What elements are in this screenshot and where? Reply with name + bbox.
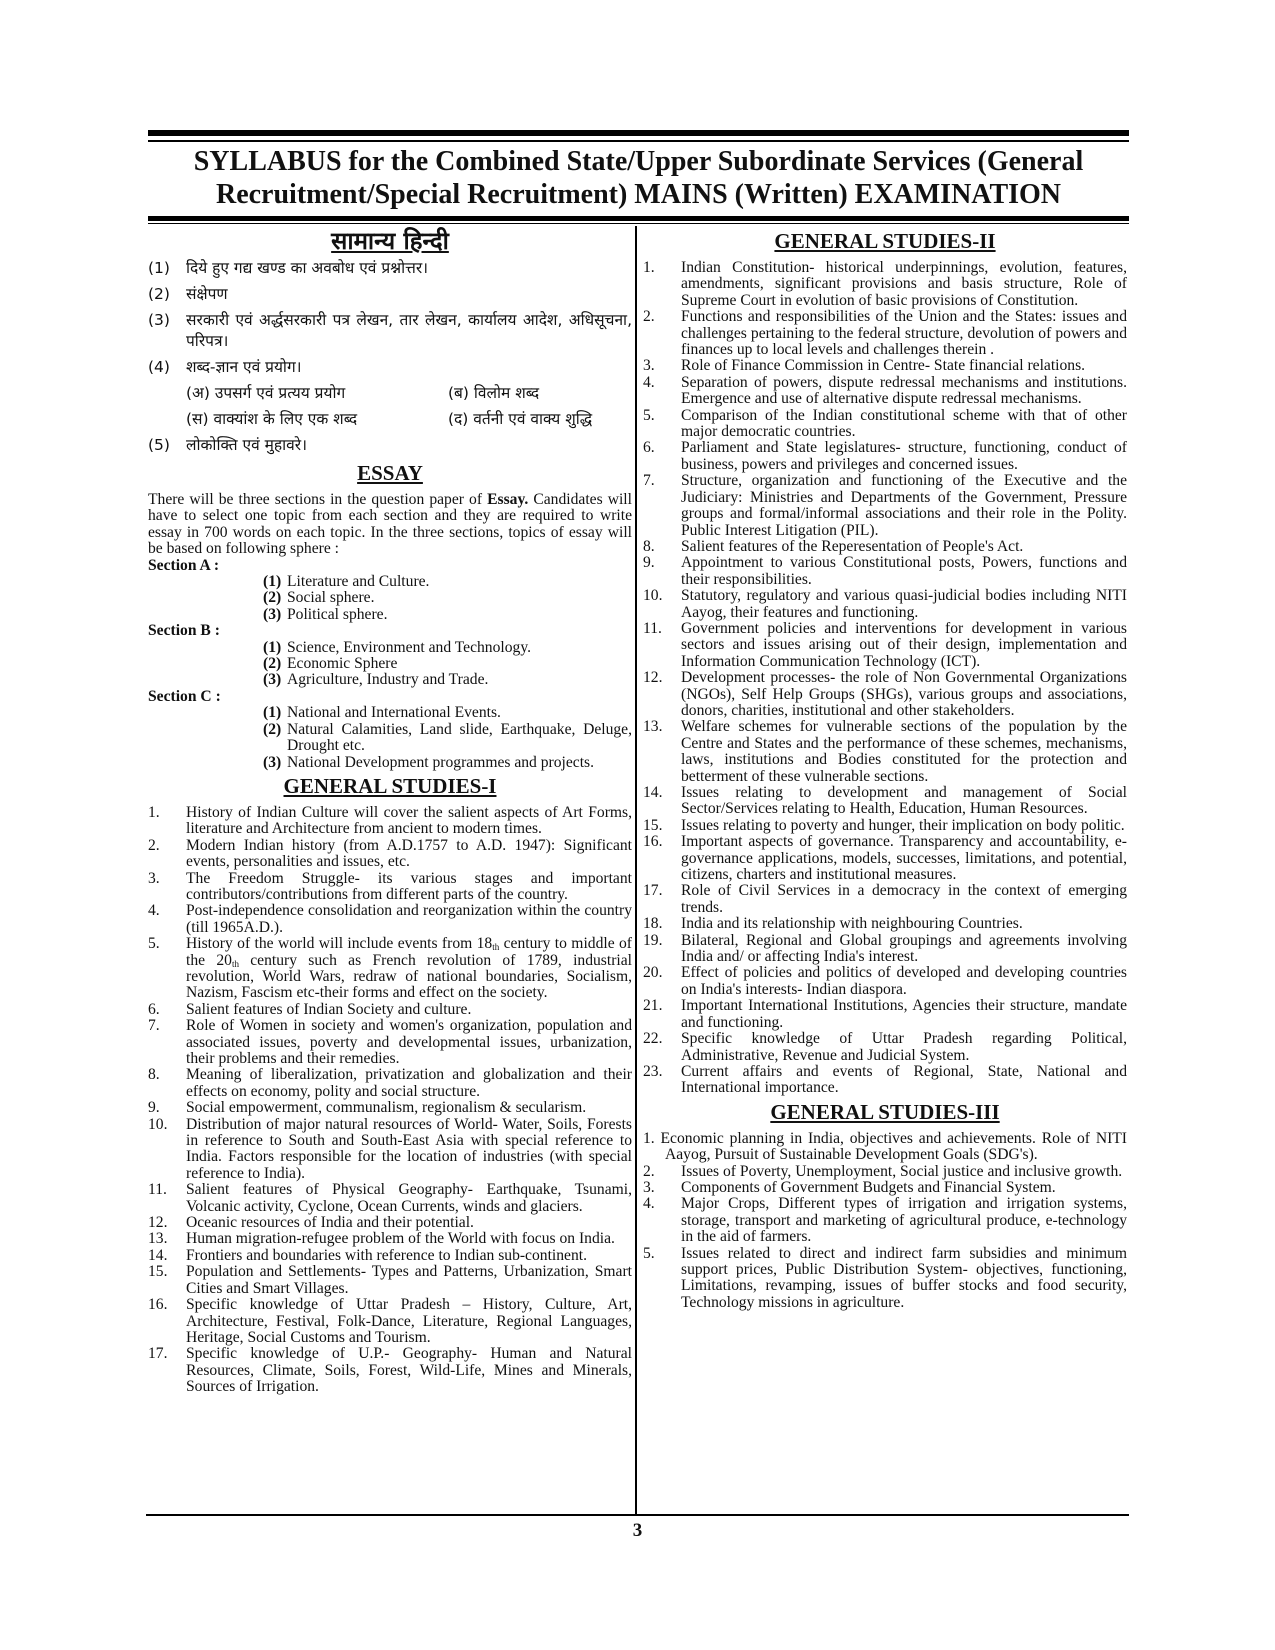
gs2-item: [643, 621, 1127, 670]
essay-topic-number: (1): [263, 704, 282, 722]
item-number: 20.: [643, 964, 663, 982]
essay-topic: [263, 574, 632, 590]
essay-topic-text: Economic Sphere: [287, 655, 398, 673]
item-text: Development processes- the role of Non Governmental Organizations (NGOs), Self Help Groups (SHGs), various groups and associations, donors, charities, institutional and other stakeholders.: [681, 669, 1127, 719]
gs2-item: [643, 473, 1127, 539]
item-text: Salient features of the Reperesentation of People's Act.: [681, 537, 1024, 555]
essay-section-label: Section C :: [148, 687, 221, 705]
gs1-item: [148, 1297, 632, 1346]
item-number: 6.: [643, 439, 655, 457]
item-text: Role of Finance Commission in Centre- State financial relations.: [681, 357, 1086, 375]
item-number: 17.: [643, 882, 663, 900]
gs2-item: [643, 588, 1127, 621]
item-text: Issues of Poverty, Unemployment, Social justice and inclusive growth.: [681, 1162, 1123, 1180]
item-number: 21.: [643, 997, 663, 1015]
top-thick-rule: [148, 130, 1129, 136]
item-text-part: History of the world will include events from 18: [186, 935, 493, 953]
item-text: Meaning of liberalization, privatization and globalization and their effects on economy, polity and social structure.: [186, 1066, 632, 1100]
ordinal-suffix: th: [492, 942, 500, 953]
gs1-item: [148, 1264, 632, 1297]
bottom-rule: [146, 1514, 1129, 1516]
right-column: [643, 226, 1127, 1311]
gs2-item: [643, 309, 1127, 358]
item-text: Functions and responsibilities of the Union and the States: issues and challenges pertaining to the federal structure, devolution of powers and finances up to local levels and challenges therein .: [681, 308, 1127, 359]
item-number: 13.: [148, 1230, 168, 1248]
gs3-item: [643, 1164, 1127, 1180]
item-text: Salient features of Physical Geography- Earthquake, Tsunami, Volcanic activity, Cyclone, Ocean Currents, winds and glaciers.: [186, 1181, 632, 1215]
essay-intro-bold: Essay.: [487, 491, 529, 508]
item-number: 10.: [148, 1115, 168, 1133]
item-number: 9.: [148, 1099, 160, 1117]
hindi-item-text: सरकारी एवं अर्द्धसरकारी पत्र लेखन, तार लेखन, कार्यालय आदेश, अधिसूचना, परिपत्र।: [186, 311, 632, 350]
hindi-item-text: शब्द-ज्ञान एवं प्रयोग।: [186, 358, 302, 376]
hindi-sub-item: (द) वर्तनी एवं वाक्य शुद्धि: [448, 410, 593, 428]
hindi-sub-row: [186, 383, 632, 404]
item-number: 15.: [148, 1263, 168, 1281]
item-text: Issues related to direct and indirect farm subsidies and minimum support prices, Public Distribution System- objectives, functioning, Limitations, revamping, issues of buffer stocks and food security, Technology missions in agriculture.: [681, 1244, 1127, 1311]
gs2-item: [643, 834, 1127, 883]
essay-topic-text: Political sphere.: [287, 605, 388, 623]
header-thin-rule: [148, 223, 1129, 224]
hindi-item-number: (4): [148, 358, 170, 376]
item-number: 3.: [148, 869, 160, 887]
item-text: Structure, organization and functioning of the Executive and the Judiciary: Ministries and Departments of the Government, Pressure groups and formal/informal associations and their role in the Polity. Public Interest Litigation (PIL).: [681, 472, 1127, 539]
gs3-item: [643, 1196, 1127, 1245]
gs1-item: [148, 1100, 632, 1116]
essay-topic-text: Agriculture, Industry and Trade.: [287, 671, 489, 689]
item-number: 3.: [643, 357, 655, 375]
item-number: 14.: [643, 784, 663, 801]
gs2-item: [643, 555, 1127, 588]
page-title: SYLLABUS for the Combined State/Upper Subordinate Services (General Recruitment/Special Recruitment) MAINS (Written) EXAMINATION: [193, 146, 1084, 210]
essay-section-label: Section B :: [148, 622, 220, 640]
item-text: Social empowerment, communalism, regionalism & secularism.: [186, 1099, 587, 1117]
item-text: Important International Institutions, Agencies their structure, mandate and functioning.: [681, 997, 1127, 1031]
essay-topic-text: Science, Environment and Technology.: [287, 638, 532, 656]
item-text-part: century such as French revolution of 1789, industrial revolution, World Wars, redraw of national boundaries, Socialism, Nazism, Fascism etc-their forms and effect on the society.: [186, 951, 632, 1002]
hindi-sub-item: (ब) विलोम शब्द: [448, 384, 540, 402]
item-text: Post-independence consolidation and reorganization within the country (till 1965A.D.).: [186, 902, 632, 936]
item-text: Oceanic resources of India and their potential.: [186, 1214, 474, 1232]
item-number: 5.: [148, 935, 160, 953]
gs2-item: [643, 408, 1127, 441]
item-text: Important aspects of governance. Transparency and accountability, e-governance applications, models, successes, limitations, and potential, citizens, charters and institutional measures.: [681, 833, 1127, 884]
essay-topic-number: (2): [263, 720, 282, 738]
item-number: 1.: [148, 803, 160, 821]
essay-intro-text: Candidates will have to select one topic from each section and they are required to write essay in 700 words on each topic. In the three sections, topics of essay will be based on following sphere :: [148, 491, 632, 558]
gs2-item: [643, 375, 1127, 408]
gs1-item: [148, 1231, 632, 1247]
item-text: Distribution of major natural resources of World- Water, Soils, Forests in reference to South and South-East Asia with special reference to India. Factors responsible for the location of industries (with special reference to India).: [186, 1115, 632, 1182]
item-number: 16.: [148, 1296, 168, 1314]
item-number: 2.: [643, 1162, 655, 1180]
item-number: 8.: [148, 1066, 160, 1084]
item-text: Specific knowledge of Uttar Pradesh – History, Culture, Art, Architecture, Festival, Folk-Dance, Literature, Regional Languages, Heritage, Social Customs and Tourism.: [186, 1296, 632, 1346]
gs2-item: [643, 998, 1127, 1031]
item-text: Statutory, regulatory and various quasi-judicial bodies including NITI Aayog, their features and functioning.: [681, 587, 1127, 621]
item-text: Issues relating to poverty and hunger, their implication on body politic.: [681, 816, 1125, 834]
item-number: 4.: [643, 373, 655, 391]
gs1-item: [148, 838, 632, 871]
item-number: 23.: [643, 1062, 663, 1080]
gs2-item: [643, 670, 1127, 719]
item-text: Issues relating to development and management of Social Sector/Services relating to Health, Education, Human Resources.: [681, 784, 1127, 818]
item-number: 19.: [643, 931, 663, 949]
essay-heading: ESSAY: [357, 461, 423, 485]
item-text: Welfare schemes for vulnerable sections of the population by the Centre and States and the performance of these schemes, mechanisms, laws, institutions and Bodies constituted for the protection and betterment of these vulnerable sections.: [681, 718, 1127, 785]
item-text: Role of Civil Services in a democracy in the context of emerging trends.: [681, 882, 1127, 916]
item-text: Appointment to various Constitutional posts, Powers, functions and their responsibilities.: [681, 554, 1127, 588]
gs1-item: [148, 1182, 632, 1215]
hindi-item: [148, 284, 632, 305]
item-number: 2.: [643, 308, 655, 326]
essay-topic-number: (1): [263, 573, 282, 591]
gs2-item: [643, 440, 1127, 473]
item-number: 5.: [643, 1244, 655, 1262]
item-text-part: century to middle of the 20: [186, 935, 632, 969]
essay-topic-text: Social sphere.: [287, 589, 375, 607]
essay-topic: [263, 607, 632, 623]
essay-section-label: Section A :: [148, 556, 220, 574]
essay-topic-number: (2): [263, 589, 282, 607]
gs2-item: [643, 1064, 1127, 1097]
gs3-item: 1. Economic planning in India, objectives and achievements. Role of NITI Aayog, Pursuit of Sustainable Development Goals (SDG's).: [643, 1129, 1127, 1164]
gs1-item: [148, 805, 632, 838]
hindi-item-number: (3): [148, 311, 170, 329]
gs2-item: [643, 785, 1127, 818]
item-text: Separation of powers, dispute redressal mechanisms and institutions. Emergence and use of alternative dispute redressal mechanisms.: [681, 373, 1127, 408]
item-number: 12.: [643, 669, 663, 687]
essay-topic-number: (3): [263, 671, 282, 689]
gs2-item: [643, 260, 1127, 309]
gs2-heading: GENERAL STUDIES-II: [774, 229, 996, 253]
essay-topic-text: Natural Calamities, Land slide, Earthquake, Deluge, Drought etc.: [287, 720, 632, 755]
item-text: Indian Constitution- historical underpinnings, evolution, features, amendments, significant provisions and basis structure, Role of Supreme Court in evolution of basic provisions of Constitution.: [681, 259, 1127, 309]
item-number: 11.: [643, 619, 662, 637]
hindi-sub-item: (स) वाक्यांश के लिए एक शब्द: [186, 410, 358, 428]
item-text: Human migration-refugee problem of the World with focus on India.: [186, 1230, 615, 1248]
essay-topic-number: (1): [263, 638, 282, 656]
item-number: 12.: [148, 1214, 168, 1232]
gs3-item: [643, 1246, 1127, 1312]
hindi-item-number: (1): [148, 259, 170, 277]
item-text: Components of Government Budgets and Financial System.: [681, 1178, 1056, 1196]
gs2-item: [643, 933, 1127, 966]
essay-topic-text: Literature and Culture.: [287, 573, 430, 591]
gs2-item: [643, 965, 1127, 998]
item-number: 7.: [148, 1017, 160, 1035]
hindi-item-text: दिये हुए गद्य खण्ड का अवबोध एवं प्रश्नोत्तर।: [186, 259, 429, 277]
item-number: 2.: [148, 836, 160, 854]
essay-topic-text: National Development programmes and projects.: [287, 753, 595, 771]
essay-intro: [148, 492, 632, 558]
page-number: 3: [632, 1520, 643, 1541]
essay-topic: [263, 755, 632, 771]
hindi-item-text: संक्षेपण: [186, 285, 228, 303]
item-number: 11.: [148, 1181, 167, 1199]
hindi-sub-item: (अ) उपसर्ग एवं प्रत्यय प्रयोग: [186, 384, 346, 402]
gs2-item: [643, 818, 1127, 834]
item-text: Salient features of Indian Society and culture.: [186, 1000, 472, 1018]
hindi-item: [148, 258, 632, 279]
item-text: [186, 936, 632, 1002]
item-number: 15.: [643, 816, 663, 834]
essay-topic: [263, 672, 632, 688]
gs3-item: [643, 1180, 1127, 1196]
item-text: The Freedom Struggle- its various stages and important contributors/contributions from different parts of the country.: [186, 869, 632, 903]
gs1-item: [148, 1215, 632, 1231]
essay-topic: [263, 656, 632, 672]
essay-topic-text: National and International Events.: [287, 704, 501, 722]
item-text: History of Indian Culture will cover the salient aspects of Art Forms, literature and Architecture from ancient to modern times.: [186, 803, 632, 838]
gs1-item: [148, 1346, 632, 1395]
hindi-sub-row: [186, 409, 632, 430]
header-thick-rule: [148, 216, 1129, 221]
essay-intro-text: There will be three sections in the question paper of: [148, 491, 488, 508]
gs1-heading: GENERAL STUDIES-I: [283, 773, 497, 798]
hindi-item-text: लोकोक्ति एवं मुहावरे।: [186, 436, 307, 454]
item-text: Government policies and interventions for development in various sectors and issues arising out of their design, implementation and Information Communication Technology (ICT).: [681, 619, 1127, 670]
item-number: 1.: [643, 259, 655, 276]
hindi-item: [148, 357, 632, 378]
item-text: Parliament and State legislatures- structure, functioning, conduct of business, powers and privileges and concerned issues.: [681, 439, 1127, 473]
gs1-item: [148, 1067, 632, 1100]
item-text: Current affairs and events of Regional, State, National and International importance.: [681, 1062, 1127, 1097]
column-divider: [635, 226, 637, 1514]
item-text: Effect of policies and politics of developed and developing countries on India's interests- Indian diaspora.: [681, 964, 1127, 998]
gs1-item: [148, 1248, 632, 1264]
item-number: 6.: [148, 1000, 160, 1018]
essay-topic-number: (3): [263, 605, 282, 623]
item-text: Major Crops, Different types of irrigation and irrigation systems, storage, transport and marketing of agricultural produce, e-technology in the aid of farmers.: [681, 1195, 1127, 1246]
hindi-item: [148, 310, 632, 352]
essay-topic: [263, 590, 632, 606]
item-text: Bilateral, Regional and Global groupings and agreements involving India and/ or affecting India's interest.: [681, 931, 1127, 966]
gs2-item: [643, 719, 1127, 785]
item-text: Population and Settlements- Types and Patterns, Urbanization, Smart Cities and Smart Villages.: [186, 1263, 632, 1297]
gs1-item: [148, 1018, 632, 1067]
essay-topic-number: (3): [263, 753, 282, 771]
item-number: 7.: [643, 472, 655, 490]
item-text: Modern Indian history (from A.D.1757 to A.D. 1947): Significant events, personalities and issues, etc.: [186, 836, 632, 871]
ordinal-suffix: th: [231, 958, 239, 969]
item-number: 4.: [148, 902, 160, 920]
essay-topic-number: (2): [263, 655, 282, 673]
item-text: Frontiers and boundaries with reference to Indian sub-continent.: [186, 1246, 587, 1264]
item-number: 14.: [148, 1246, 168, 1264]
left-column: [148, 226, 632, 1396]
essay-topic: [263, 722, 632, 755]
essay-topic: [263, 705, 632, 721]
essay-topic: [263, 640, 632, 656]
item-number: 5.: [643, 406, 655, 424]
hindi-item-number: (5): [148, 436, 170, 454]
gs2-item: [643, 539, 1127, 555]
item-number: 10.: [643, 587, 663, 605]
gs3-heading: GENERAL STUDIES-III: [770, 1099, 1000, 1124]
gs2-item: [643, 358, 1127, 374]
gs1-item: [148, 903, 632, 936]
item-text: India and its relationship with neighbouring Countries.: [681, 915, 1023, 933]
item-number: 22.: [643, 1030, 663, 1048]
hindi-item: [148, 435, 632, 456]
item-number: 16.: [643, 833, 663, 851]
item-number: 8.: [643, 537, 655, 555]
item-number: 18.: [643, 915, 663, 933]
gs1-item: [148, 1002, 632, 1018]
item-text: Specific knowledge of U.P.- Geography- Human and Natural Resources, Climate, Soils, Forest, Wild-Life, Mines and Minerals, Sources of Irrigation.: [186, 1345, 632, 1396]
hindi-heading: सामान्य हिन्दी: [331, 227, 449, 255]
gs1-item: [148, 871, 632, 904]
item-text: Role of Women in society and women's organization, population and associated issues, poverty and developmental issues, urbanization, their problems and their remedies.: [186, 1017, 632, 1067]
gs1-item: [148, 1117, 632, 1183]
gs1-item: [148, 936, 632, 1002]
item-number: 3.: [643, 1178, 655, 1196]
top-thin-rule: [148, 140, 1129, 142]
item-text: Specific knowledge of Uttar Pradesh regarding Political, Administrative, Revenue and Judicial System.: [681, 1030, 1127, 1064]
item-number: 17.: [148, 1345, 168, 1363]
item-number: 9.: [643, 554, 655, 572]
gs2-item: [643, 1031, 1127, 1064]
gs2-item: [643, 883, 1127, 916]
item-number: 4.: [643, 1195, 655, 1213]
gs2-item: [643, 916, 1127, 932]
item-number: 13.: [643, 718, 663, 736]
item-text: Comparison of the Indian constitutional scheme with that of other major democratic countries.: [681, 406, 1127, 441]
hindi-item-number: (2): [148, 285, 170, 303]
